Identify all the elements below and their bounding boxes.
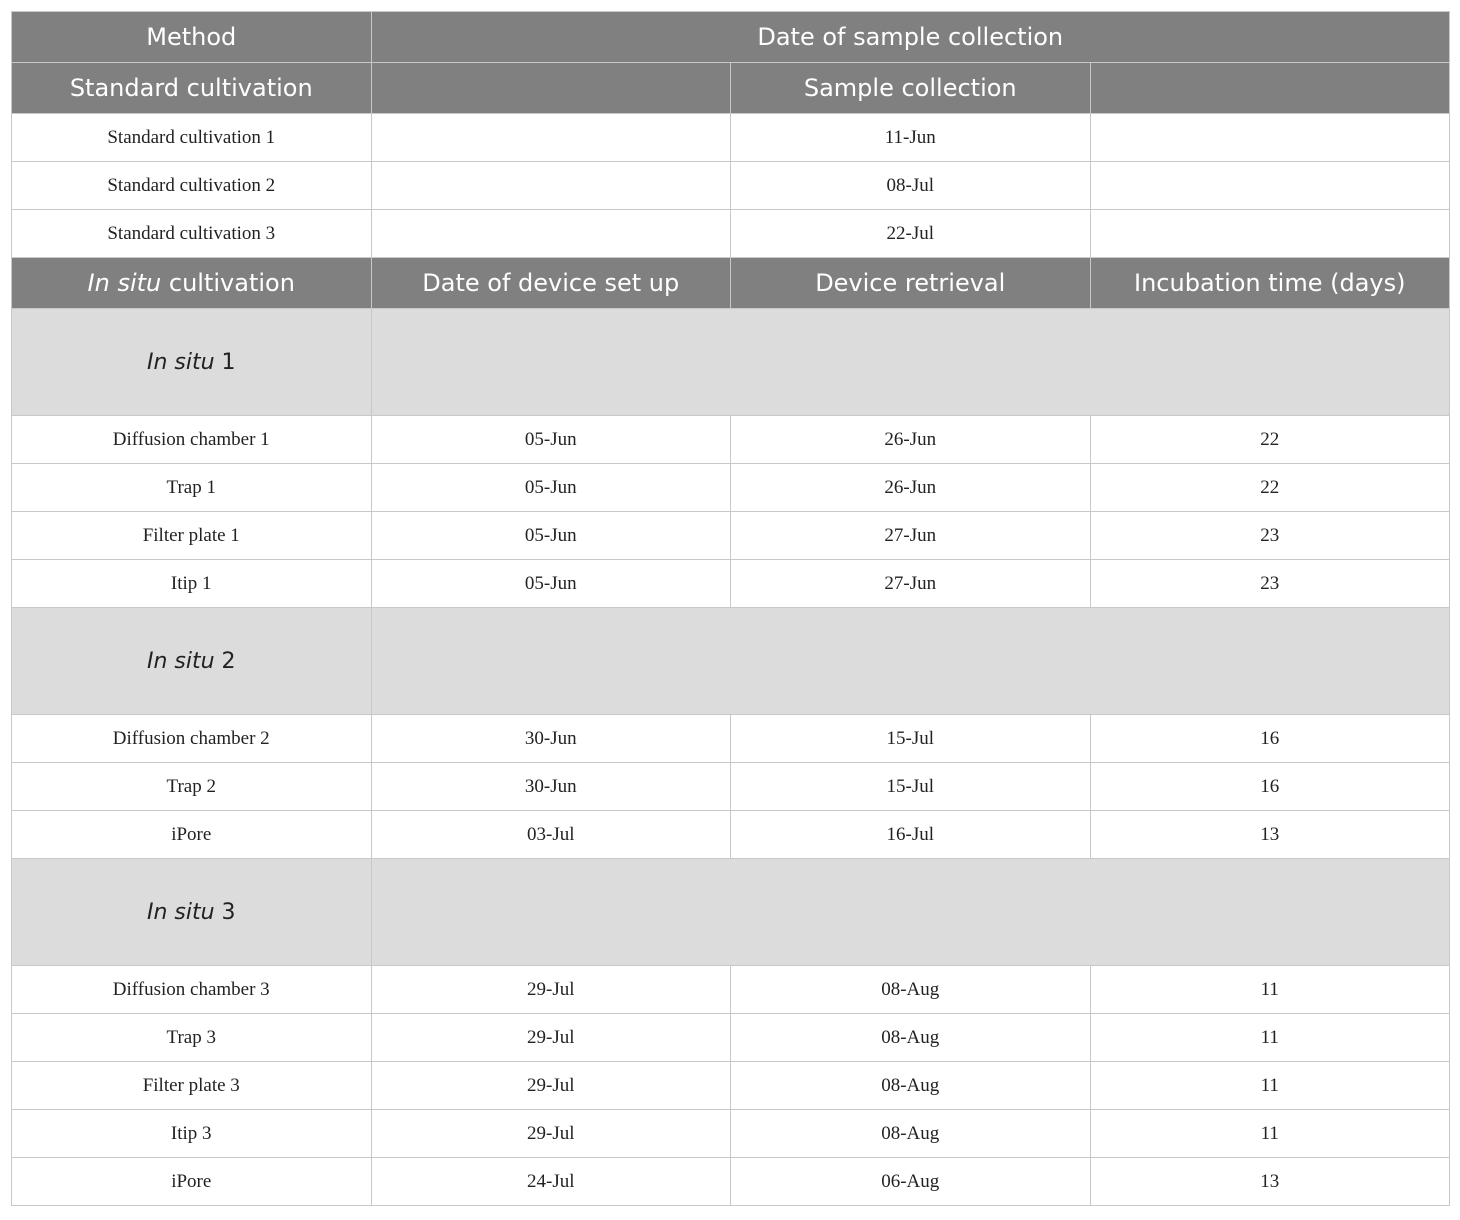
italic-text: In situ (87, 269, 162, 297)
method-cell: Standard cultivation 1 (12, 114, 372, 162)
sample-date-cell: 22-Jul (731, 210, 1091, 258)
in-situ-cultivation-label (12, 258, 372, 309)
standard-cultivation-label: Standard cultivation (12, 63, 372, 114)
method-cell: Itip 3 (12, 1110, 372, 1158)
italic-text: In situ (146, 899, 215, 925)
setup-date-cell: 29-Jul (371, 966, 731, 1014)
incubation-days-cell: 22 (1090, 416, 1450, 464)
label-text: 1 (214, 349, 236, 375)
retrieval-date-cell: 26-Jun (731, 416, 1091, 464)
group-label (12, 608, 372, 715)
table-row (12, 1158, 1450, 1206)
date-of-device-set-up-header: Date of device set up (371, 258, 731, 309)
table-row (12, 811, 1450, 859)
method-cell: Itip 1 (12, 560, 372, 608)
retrieval-date-cell: 08-Aug (731, 1062, 1091, 1110)
table-row (12, 966, 1450, 1014)
date-of-sample-collection-header: Date of sample collection (371, 12, 1450, 63)
label-text: cultivation (161, 269, 295, 297)
method-cell: Standard cultivation 2 (12, 162, 372, 210)
table-row (12, 763, 1450, 811)
group-row (12, 608, 1450, 715)
label-text: 3 (214, 899, 236, 925)
setup-date-cell: 05-Jun (371, 512, 731, 560)
method-header: Method (12, 12, 372, 63)
method-cell: Filter plate 1 (12, 512, 372, 560)
empty-cell (1090, 114, 1450, 162)
italic-text: In situ (146, 349, 215, 375)
setup-date-cell: 30-Jun (371, 763, 731, 811)
table-row (12, 416, 1450, 464)
retrieval-date-cell: 08-Aug (731, 1014, 1091, 1062)
retrieval-date-cell: 06-Aug (731, 1158, 1091, 1206)
method-cell: Trap 2 (12, 763, 372, 811)
group-label (12, 309, 372, 416)
method-cell: Trap 3 (12, 1014, 372, 1062)
setup-date-cell: 29-Jul (371, 1110, 731, 1158)
incubation-days-cell: 13 (1090, 811, 1450, 859)
method-cell: Filter plate 3 (12, 1062, 372, 1110)
incubation-days-cell: 16 (1090, 715, 1450, 763)
incubation-days-cell: 13 (1090, 1158, 1450, 1206)
table-row (12, 162, 1450, 210)
group-empty-cell (371, 859, 1450, 966)
in-situ-section-header-row (12, 258, 1450, 309)
incubation-time-header: Incubation time (days) (1090, 258, 1450, 309)
incubation-days-cell: 22 (1090, 464, 1450, 512)
sample-collection-header: Sample collection (731, 63, 1091, 114)
incubation-days-cell: 11 (1090, 1110, 1450, 1158)
cultivation-table (11, 11, 1450, 1206)
setup-date-cell: 05-Jun (371, 560, 731, 608)
table-row (12, 210, 1450, 258)
table-row (12, 1062, 1450, 1110)
empty-header-cell (1090, 63, 1450, 114)
group-row (12, 859, 1450, 966)
table-row (12, 512, 1450, 560)
empty-cell (371, 162, 731, 210)
setup-date-cell: 05-Jun (371, 416, 731, 464)
setup-date-cell: 24-Jul (371, 1158, 731, 1206)
retrieval-date-cell: 15-Jul (731, 763, 1091, 811)
italic-text: In situ (146, 648, 215, 674)
incubation-days-cell: 11 (1090, 1014, 1450, 1062)
table-row (12, 114, 1450, 162)
setup-date-cell: 05-Jun (371, 464, 731, 512)
setup-date-cell: 29-Jul (371, 1014, 731, 1062)
empty-cell (371, 210, 731, 258)
table-row (12, 1014, 1450, 1062)
method-cell: Diffusion chamber 3 (12, 966, 372, 1014)
method-cell: iPore (12, 1158, 372, 1206)
group-row (12, 309, 1450, 416)
method-cell: iPore (12, 811, 372, 859)
setup-date-cell: 03-Jul (371, 811, 731, 859)
standard-section-header-row (12, 63, 1450, 114)
label-text: 2 (214, 648, 236, 674)
setup-date-cell: 30-Jun (371, 715, 731, 763)
retrieval-date-cell: 08-Aug (731, 1110, 1091, 1158)
incubation-days-cell: 23 (1090, 512, 1450, 560)
empty-cell (371, 114, 731, 162)
empty-header-cell (371, 63, 731, 114)
empty-cell (1090, 210, 1450, 258)
group-empty-cell (371, 309, 1450, 416)
retrieval-date-cell: 16-Jul (731, 811, 1091, 859)
method-cell: Trap 1 (12, 464, 372, 512)
table-row (12, 560, 1450, 608)
incubation-days-cell: 11 (1090, 966, 1450, 1014)
table-row (12, 464, 1450, 512)
group-empty-cell (371, 608, 1450, 715)
incubation-days-cell: 11 (1090, 1062, 1450, 1110)
table-row (12, 1110, 1450, 1158)
sample-date-cell: 08-Jul (731, 162, 1091, 210)
setup-date-cell: 29-Jul (371, 1062, 731, 1110)
table-row (12, 715, 1450, 763)
retrieval-date-cell: 15-Jul (731, 715, 1091, 763)
retrieval-date-cell: 27-Jun (731, 560, 1091, 608)
retrieval-date-cell: 08-Aug (731, 966, 1091, 1014)
incubation-days-cell: 16 (1090, 763, 1450, 811)
method-cell: Standard cultivation 3 (12, 210, 372, 258)
retrieval-date-cell: 27-Jun (731, 512, 1091, 560)
empty-cell (1090, 162, 1450, 210)
sample-date-cell: 11-Jun (731, 114, 1091, 162)
method-cell: Diffusion chamber 1 (12, 416, 372, 464)
device-retrieval-header: Device retrieval (731, 258, 1091, 309)
header-row (12, 12, 1450, 63)
group-label (12, 859, 372, 966)
incubation-days-cell: 23 (1090, 560, 1450, 608)
retrieval-date-cell: 26-Jun (731, 464, 1091, 512)
method-cell: Diffusion chamber 2 (12, 715, 372, 763)
